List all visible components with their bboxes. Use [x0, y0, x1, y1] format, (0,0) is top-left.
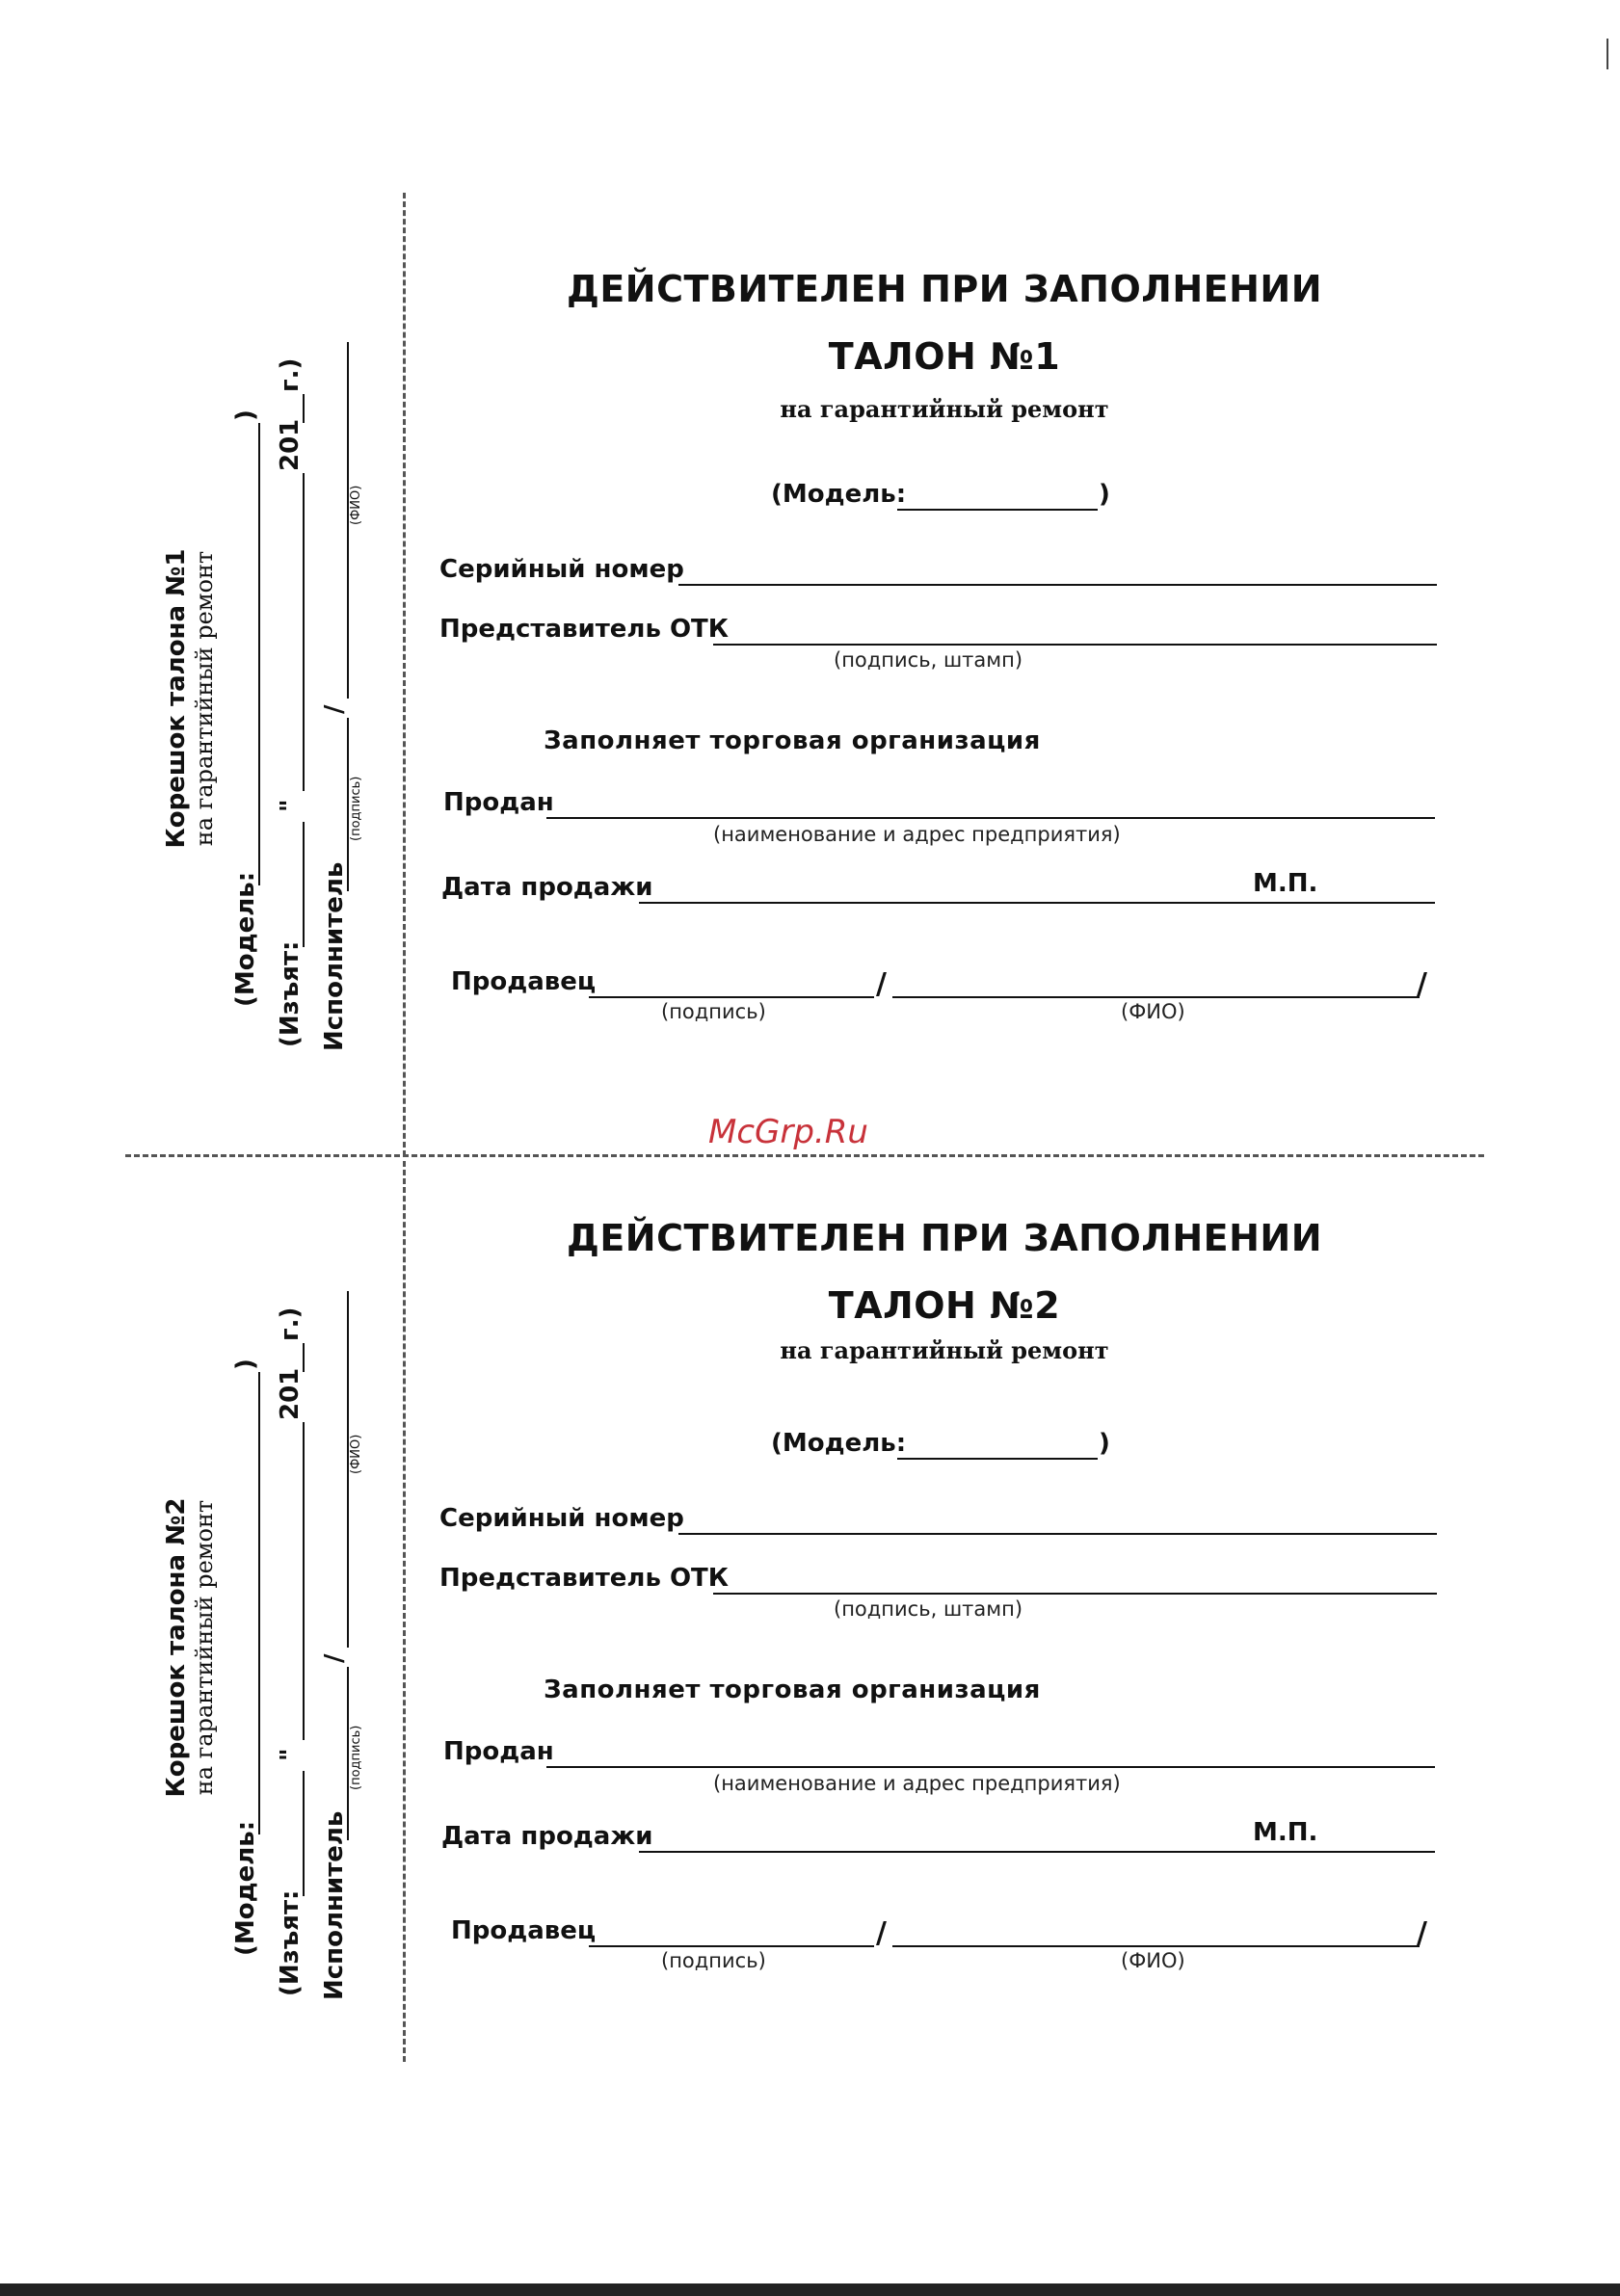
vertical-cut-line-top	[403, 193, 406, 1156]
otk-hint: (подпись, штамп)	[834, 648, 1023, 672]
stub-month-field[interactable]	[303, 1422, 305, 1740]
stamp-label: М.П.	[1253, 869, 1318, 898]
stub-quote-mark: "	[276, 1748, 305, 1761]
model-label: (Модель:	[771, 1429, 907, 1458]
stub-removed-label: (Изъят:	[276, 1889, 305, 1996]
coupon-2	[424, 1209, 1465, 1980]
otk-field[interactable]	[713, 644, 1437, 646]
model-close: )	[1099, 1429, 1110, 1458]
stub-executor-label: Исполнитель	[320, 1810, 349, 2000]
seller-fio-hint: (ФИО)	[1121, 1949, 1185, 1972]
stub-subtitle: на гарантийный ремонт	[191, 550, 218, 847]
stamp-label: М.П.	[1253, 1818, 1318, 1847]
stub-year-suffix: г.)	[276, 357, 305, 392]
serial-label: Серийный номер	[439, 1504, 684, 1533]
seller-end-slash: /	[1417, 967, 1427, 1001]
stub-subtitle: на гарантийный ремонт	[191, 1499, 218, 1796]
seller-name-field[interactable]	[892, 1945, 1420, 1947]
stub-2	[145, 1281, 366, 2014]
stub-model-field[interactable]	[258, 423, 260, 885]
stub-executor-label: Исполнитель	[320, 861, 349, 1051]
seller-sign-hint: (подпись)	[661, 1000, 766, 1023]
sold-hint: (наименование и адрес предприятия)	[713, 1772, 1121, 1795]
model-field[interactable]	[897, 1458, 1098, 1460]
seller-label: Продавец	[451, 1916, 597, 1945]
coupon-1	[424, 260, 1465, 1031]
talon-subtitle: на гарантийный ремонт	[780, 395, 1109, 423]
seller-signature-field[interactable]	[589, 1945, 874, 1947]
watermark-text: McGrp.Ru	[708, 1113, 868, 1151]
sold-field[interactable]	[546, 1766, 1435, 1768]
stub-title: Корешок талона №2	[162, 1497, 191, 1798]
stub-year-prefix: 201	[276, 1367, 305, 1420]
stub-model-label: (Модель:	[231, 1820, 260, 1956]
stub-model-field[interactable]	[258, 1372, 260, 1834]
model-close: )	[1099, 480, 1110, 509]
talon-title: ТАЛОН №2	[828, 1284, 1061, 1327]
stub-executor-slash: /	[320, 704, 349, 714]
stub-model-label: (Модель:	[231, 871, 260, 1007]
stub-quote-mark: "	[276, 799, 305, 812]
seller-name-field[interactable]	[892, 996, 1420, 998]
stub-model-close: )	[231, 409, 260, 421]
otk-label: Представитель ОТК	[439, 1564, 730, 1593]
stub-year-field[interactable]	[303, 394, 305, 423]
org-heading: Заполняет торговая организация	[544, 726, 1041, 755]
serial-field[interactable]	[678, 1533, 1437, 1535]
otk-hint: (подпись, штамп)	[834, 1597, 1023, 1621]
stub-1	[145, 332, 366, 1065]
vertical-cut-line-bottom	[403, 1161, 406, 2062]
sold-field[interactable]	[546, 817, 1435, 819]
stub-fio-hint: (ФИО)	[349, 1434, 363, 1474]
stub-sign-hint: (подпись)	[349, 1725, 363, 1790]
stub-removed-label: (Изъят:	[276, 940, 305, 1047]
sold-label: Продан	[443, 1737, 554, 1766]
coupon-heading: ДЕЙСТВИТЕЛЕН ПРИ ЗАПОЛНЕНИИ	[566, 268, 1323, 310]
talon-title: ТАЛОН №1	[828, 335, 1061, 378]
seller-slash: /	[876, 967, 887, 1001]
stub-title: Корешок талона №1	[162, 548, 191, 849]
seller-end-slash: /	[1417, 1916, 1427, 1950]
sold-hint: (наименование и адрес предприятия)	[713, 823, 1121, 846]
seller-label: Продавец	[451, 967, 597, 996]
model-field[interactable]	[897, 509, 1098, 511]
stub-fio-hint: (ФИО)	[349, 485, 363, 525]
sale-date-label: Дата продажи	[441, 873, 653, 902]
stub-year-prefix: 201	[276, 418, 305, 471]
sale-date-field[interactable]	[639, 1851, 1435, 1853]
stub-day-field[interactable]	[303, 1771, 305, 1896]
sale-date-field[interactable]	[639, 902, 1435, 904]
sold-label: Продан	[443, 788, 554, 817]
otk-field[interactable]	[713, 1593, 1437, 1595]
talon-subtitle: на гарантийный ремонт	[780, 1336, 1109, 1364]
stub-model-close: )	[231, 1359, 260, 1370]
coupon-heading: ДЕЙСТВИТЕЛЕН ПРИ ЗАПОЛНЕНИИ	[566, 1217, 1323, 1259]
stub-month-field[interactable]	[303, 473, 305, 791]
stub-year-suffix: г.)	[276, 1306, 305, 1341]
page-bottom-bar	[0, 2283, 1620, 2296]
stub-year-field[interactable]	[303, 1343, 305, 1372]
serial-label: Серийный номер	[439, 555, 684, 584]
org-heading: Заполняет торговая организация	[544, 1676, 1041, 1704]
seller-sign-hint: (подпись)	[661, 1949, 766, 1972]
page-edge-mark	[1607, 39, 1608, 69]
seller-signature-field[interactable]	[589, 996, 874, 998]
horizontal-cut-line	[125, 1154, 1484, 1157]
sale-date-label: Дата продажи	[441, 1822, 653, 1851]
stub-day-field[interactable]	[303, 822, 305, 947]
stub-sign-hint: (подпись)	[349, 776, 363, 841]
model-label: (Модель:	[771, 480, 907, 509]
otk-label: Представитель ОТК	[439, 615, 730, 644]
seller-slash: /	[876, 1916, 887, 1950]
stub-executor-slash: /	[320, 1653, 349, 1663]
serial-field[interactable]	[678, 584, 1437, 586]
seller-fio-hint: (ФИО)	[1121, 1000, 1185, 1023]
